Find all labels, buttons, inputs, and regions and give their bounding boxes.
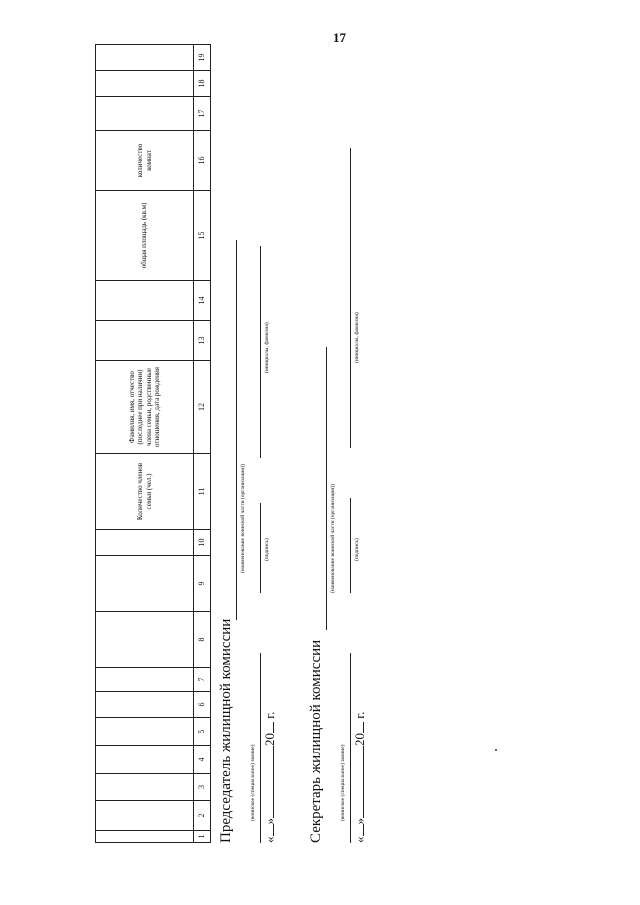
header-cell — [96, 774, 194, 801]
column-number: 16 — [194, 131, 211, 191]
chairman-signature-line — [260, 503, 261, 593]
chairman-signature-caption: (подпись) — [264, 538, 270, 561]
header-total-area: общая площадь (кв.м) — [96, 191, 194, 281]
page-number: 17 — [333, 30, 346, 45]
column-number: 5 — [194, 718, 211, 746]
header-room-count: количество комнат — [96, 131, 194, 191]
column-number: 1 — [194, 831, 211, 843]
header-cell — [96, 530, 194, 556]
secretary-block — [308, 83, 388, 843]
header-cell — [96, 71, 194, 97]
header-cell — [96, 556, 194, 612]
column-number-row — [194, 45, 211, 843]
chairman-name-line — [260, 246, 261, 458]
chairman-date — [262, 712, 278, 843]
column-number: 4 — [194, 746, 211, 774]
column-number: 13 — [194, 321, 211, 361]
header-family-count: Количество членов семьи (чел.) — [96, 454, 194, 530]
chairman-title: Председатель жилищной комиссии — [218, 618, 234, 843]
column-number: 15 — [194, 191, 211, 281]
header-cell — [96, 718, 194, 746]
header-cell — [96, 668, 194, 692]
secretary-signature-line — [350, 498, 351, 593]
secretary-rank-line — [350, 653, 351, 843]
header-cell — [96, 692, 194, 718]
header-cell — [96, 45, 194, 71]
secretary-signature-caption: (подпись) — [354, 538, 360, 561]
secretary-date-open: « — [352, 836, 367, 843]
column-number: 14 — [194, 281, 211, 321]
secretary-title: Секретарь жилищной комиссии — [308, 639, 324, 843]
column-number: 11 — [194, 454, 211, 530]
column-number: 9 — [194, 556, 211, 612]
secretary-org-line — [326, 347, 327, 630]
secretary-date-suffix: г. — [352, 711, 367, 719]
header-cell — [96, 612, 194, 668]
header-cell — [96, 801, 194, 831]
secretary-name-line — [350, 148, 351, 448]
secretary-rank-caption: (воинское (специальное) звание) — [340, 744, 346, 821]
chairman-date-open: « — [262, 836, 277, 843]
secretary-org-caption: (наименование воинской части (организации)) — [330, 484, 336, 593]
chairman-block — [218, 83, 298, 843]
column-number: 7 — [194, 668, 211, 692]
column-number: 18 — [194, 71, 211, 97]
column-number: 6 — [194, 692, 211, 718]
data-table — [95, 44, 211, 843]
header-cell — [96, 746, 194, 774]
secretary-name-caption: (инициалы, фамилия) — [354, 312, 360, 363]
column-number: 19 — [194, 45, 211, 71]
secretary-date-year: 20 — [352, 733, 367, 746]
chairman-date-year: 20 — [262, 733, 277, 746]
header-cell — [96, 97, 194, 131]
chairman-rank-caption: (воинское (специальное) звание) — [250, 744, 256, 821]
header-cell — [96, 831, 194, 843]
column-number: 17 — [194, 97, 211, 131]
scan-speck — [495, 749, 497, 751]
column-number: 8 — [194, 612, 211, 668]
secretary-date — [352, 712, 368, 843]
header-cell — [96, 321, 194, 361]
chairman-rank-line — [260, 653, 261, 843]
column-number: 3 — [194, 774, 211, 801]
rotated-form — [40, 53, 580, 843]
column-number: 2 — [194, 801, 211, 831]
secretary-date-close: » — [352, 818, 367, 825]
chairman-date-close: » — [262, 818, 277, 825]
table-header-row — [96, 45, 194, 843]
chairman-org-caption: (наименование воинской части (организации)) — [240, 464, 246, 573]
header-cell — [96, 281, 194, 321]
column-number: 10 — [194, 530, 211, 556]
chairman-name-caption: (инициалы, фамилия) — [264, 322, 270, 373]
header-family-member: Фамилия, имя, отчество (последнее при наличии) члена семьи, родственные отношения, дата рождения — [96, 361, 194, 454]
chairman-date-suffix: г. — [262, 711, 277, 719]
chairman-org-line — [236, 240, 237, 620]
column-number: 12 — [194, 361, 211, 454]
